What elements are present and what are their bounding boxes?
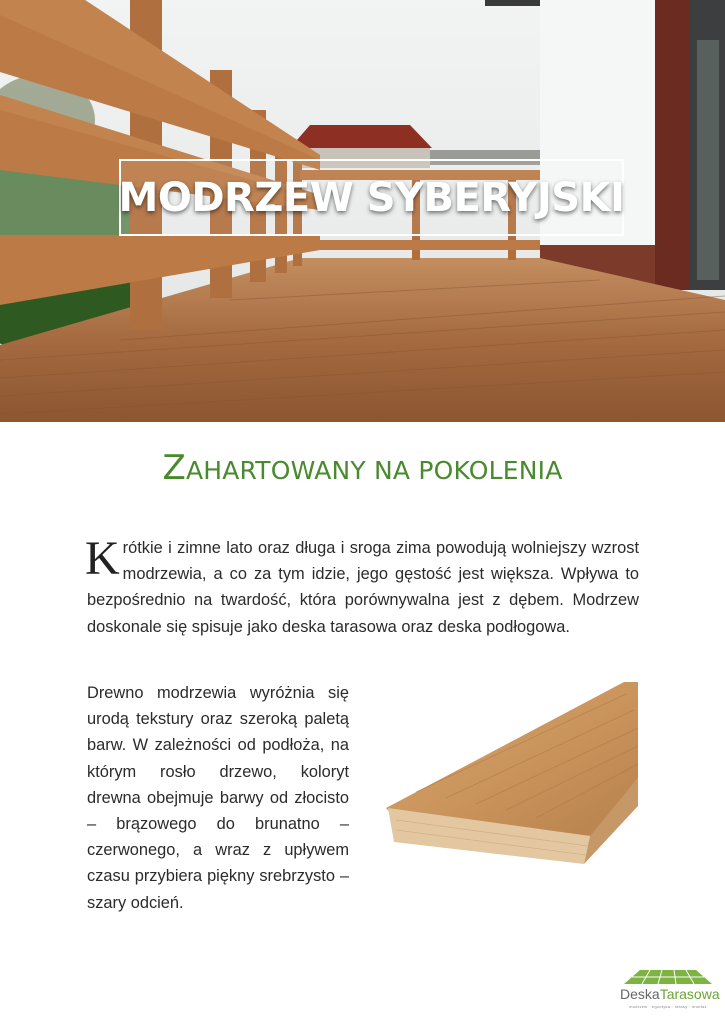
intro-paragraph [85,532,639,640]
logo-text [620,986,720,1002]
heading-rest: AHARTOWANY NA POKOLENIA [185,456,563,485]
logo-mark-icon [620,968,716,986]
company-logo [620,968,720,1014]
logo-text-part2: Tarasowa [659,986,720,1002]
hero-image [0,0,725,422]
board-illustration [376,680,638,910]
logo-tagline: modrzew · egzotyka · tarasy · montaż [629,1004,707,1009]
drop-cap: K [85,532,120,585]
intro-paragraph-text: rótkie i zimne lato oraz długa i sroga zima powodują wolniejszy wzrost modrzewia, a co za tym idzie, jego gęstość jest większa. Wpływa to bezpośrednio na twardość, która porównywalna jest z dębem. Modrzew doskonale się spisuje jako deska tarasowa oraz deska podłogowa. [87,539,639,636]
larch-board-image [376,680,638,910]
logo-text-part1: Deska [620,986,660,1002]
hero-title-frame [119,159,624,236]
wood-description-paragraph: Drewno modrzewia wyróżnia się urodą tekstury oraz szeroką paletą barw. W zależności od podłoża, na którym rosło drzewo, koloryt drewna obejmuje barwy od złocisto – brązowego do brunatno – czerwonego, a wraz z upływem czasu przybiera piękny srebrzysto – szary odcień. [87,684,349,912]
section-heading [0,448,725,488]
heading-first-letter: Z [162,448,186,488]
hero-title: MODRZEW SYBERYJSKI [118,174,625,221]
